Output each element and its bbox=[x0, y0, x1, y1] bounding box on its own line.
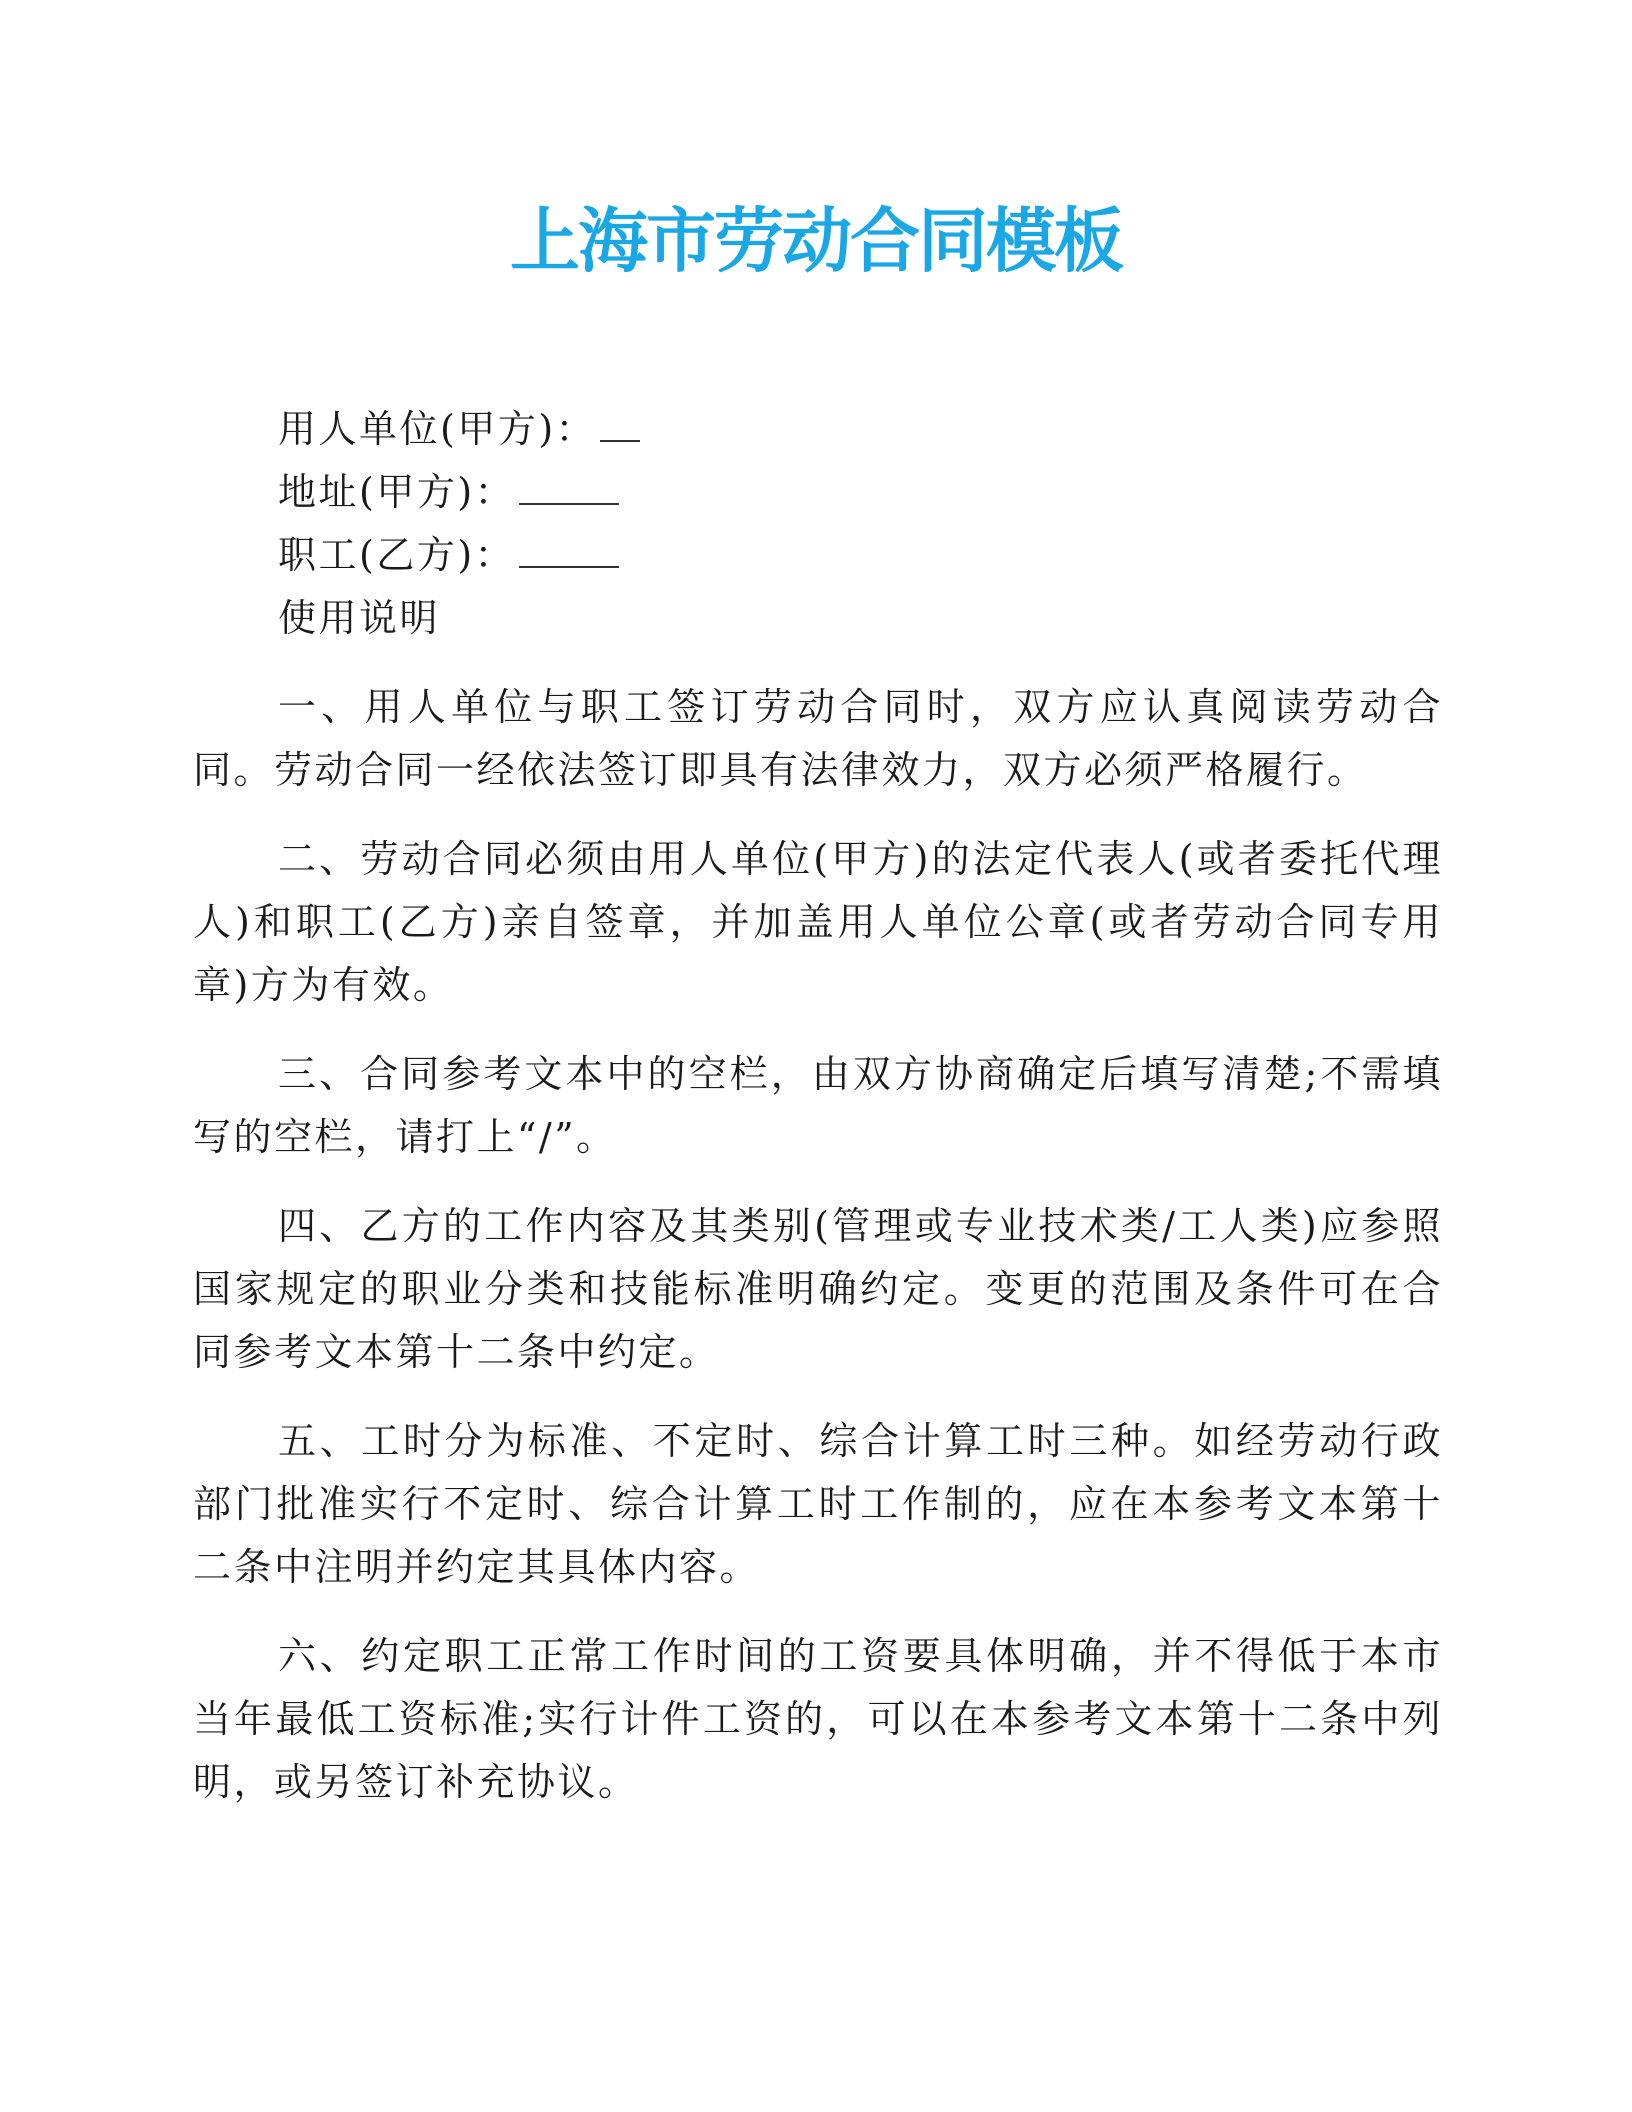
address-field bbox=[193, 461, 1443, 524]
employer-field bbox=[193, 398, 1443, 461]
document-title: 上海市劳动合同模板 bbox=[510, 200, 1122, 282]
address-blank[interactable] bbox=[519, 465, 619, 505]
paragraph-6: 六、约定职工正常工作时间的工资要具体明确，并不得低于本市当年最低工资标准;实行计件工资的，可以在本参考文本第十二条中列明，或另签订补充协议。 bbox=[193, 1634, 1443, 1804]
document-body bbox=[193, 398, 1443, 1840]
instructions-heading: 使用说明 bbox=[278, 596, 441, 640]
employer-label: 用人单位(甲方)： bbox=[278, 407, 597, 451]
employee-label: 职工(乙方)： bbox=[278, 533, 516, 577]
paragraph-1: 一、用人单位与职工签订劳动合同时，双方应认真阅读劳动合同。劳动合同一经依法签订即具有法律效力，双方必须严格履行。 bbox=[193, 685, 1443, 792]
paragraph-2: 二、劳动合同必须由用人单位(甲方)的法定代表人(或者委托代理人)和职工(乙方)亲自签章，并加盖用人单位公章(或者劳动合同专用章)方为有效。 bbox=[193, 837, 1443, 1007]
employee-field bbox=[193, 524, 1443, 587]
employer-blank[interactable] bbox=[600, 402, 640, 442]
employee-blank[interactable] bbox=[519, 528, 619, 568]
paragraph-5: 五、工时分为标准、不定时、综合计算工时三种。如经劳动行政部门批准实行不定时、综合计算工时工作制的，应在本参考文本第十二条中注明并约定其具体内容。 bbox=[193, 1419, 1443, 1589]
paragraph-3: 三、合同参考文本中的空栏，由双方协商确定后填写清楚;不需填写的空栏，请打上“/”。 bbox=[193, 1052, 1443, 1159]
paragraph-4: 四、乙方的工作内容及其类别(管理或专业技术类/工人类)应参照国家规定的职业分类和技能标准明确约定。变更的范围及条件可在合同参考文本第十二条中约定。 bbox=[193, 1204, 1443, 1374]
address-label: 地址(甲方)： bbox=[278, 470, 516, 514]
